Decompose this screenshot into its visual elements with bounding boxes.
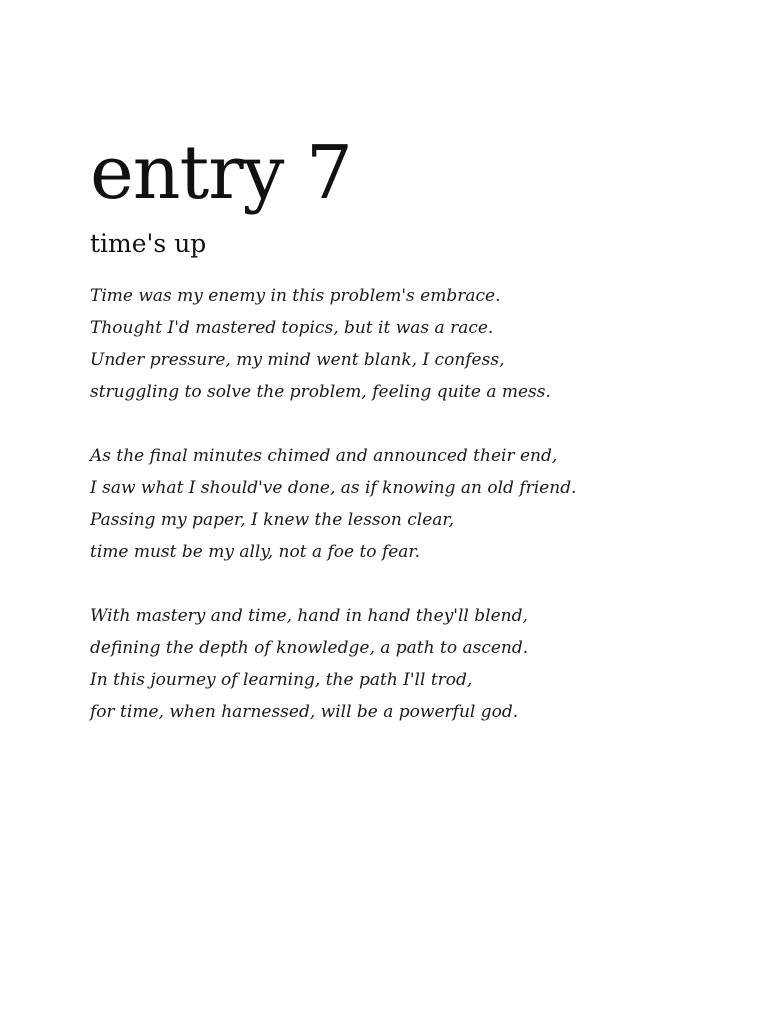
poem-line: I saw what I should've done, as if knowing an old friend. [90,478,577,498]
poem-line: Thought I'd mastered topics, but it was a race. [90,318,494,338]
poem-line: for time, when harnessed, will be a powerful god. [90,702,519,722]
page-subtitle: time's up [90,229,207,258]
poem-line: As the final minutes chimed and announced their end, [90,446,558,466]
page-title: entry 7 [90,130,352,216]
stanza-2 [90,440,730,568]
poem-line: Under pressure, my mind went blank, I confess, [90,350,505,370]
poem-line: Passing my paper, I knew the lesson clear, [90,510,455,530]
poem-line: Time was my enemy in this problem's embrace. [90,286,501,306]
poem-line: defining the depth of knowledge, a path to ascend. [90,638,529,658]
poem-line: In this journey of learning, the path I'll trod, [90,670,473,690]
poem-line: struggling to solve the problem, feeling quite a mess. [90,382,551,402]
poem [90,280,730,728]
poem-line: With mastery and time, hand in hand they'll blend, [90,606,528,626]
poem-line: time must be my ally, not a foe to fear. [90,542,421,562]
journal-page [90,128,730,760]
stanza-1 [90,280,730,408]
stanza-3 [90,600,730,728]
